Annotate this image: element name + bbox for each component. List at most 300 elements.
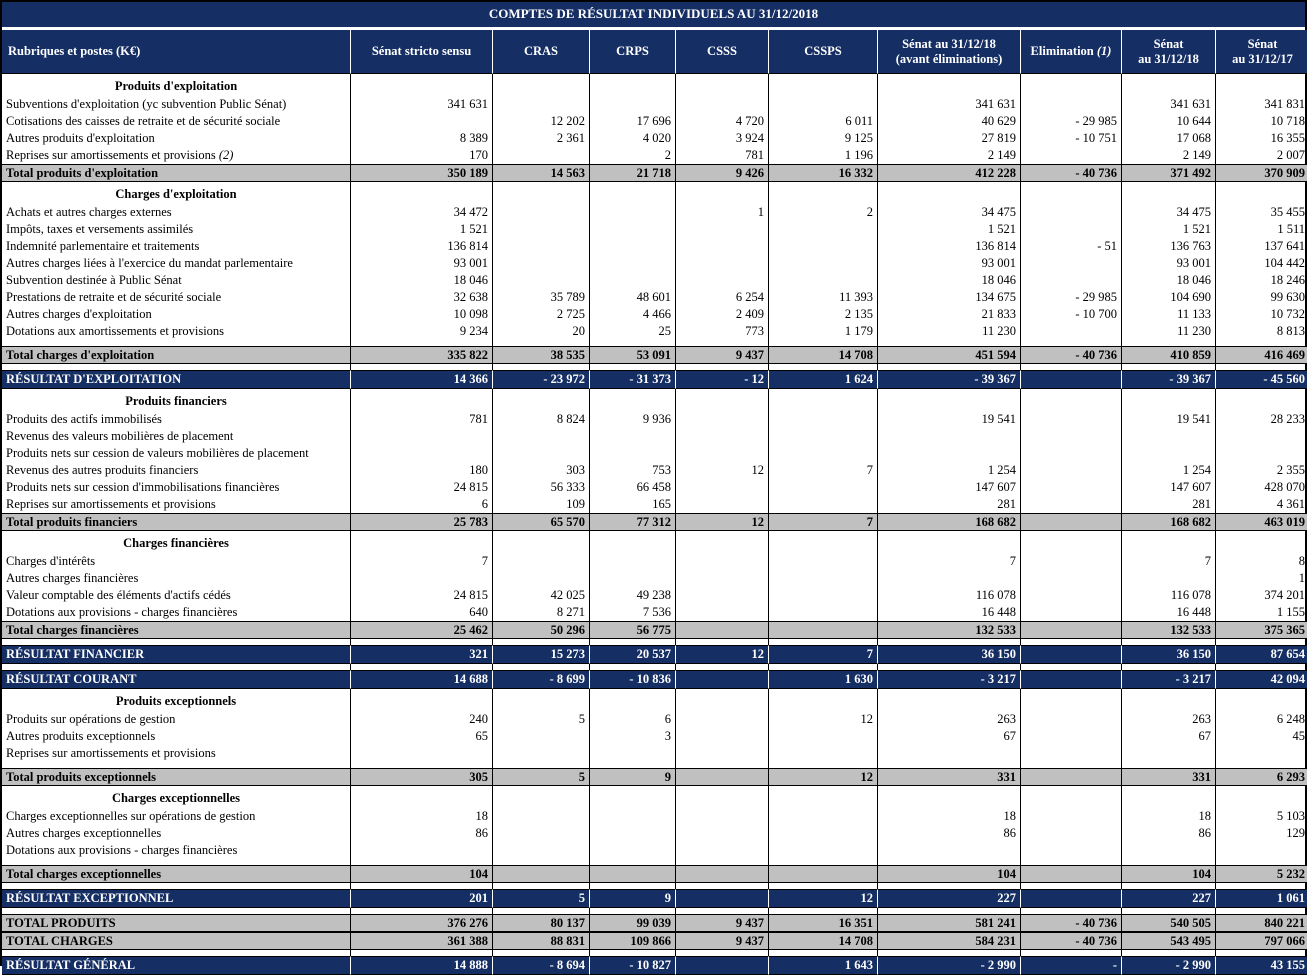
cell-value: 9 (589, 768, 675, 786)
row-label: RÉSULTAT FINANCIER (2, 645, 350, 664)
cell-value: 540 505 (1121, 914, 1215, 932)
cell-value: 180 (350, 462, 492, 479)
row-label: Dotations aux provisions - charges financières (6, 605, 238, 619)
data-row (2, 587, 1307, 604)
cell-value (492, 531, 589, 553)
cell-value: 16 332 (768, 164, 877, 182)
cell-value: 10 732 (1215, 306, 1307, 323)
cell-value: 67 (877, 728, 1020, 745)
cell-value (1215, 182, 1307, 204)
cell-value: 20 537 (589, 645, 675, 664)
cell-value (675, 272, 768, 289)
data-row (2, 428, 1307, 445)
column-header: CSSS (675, 30, 768, 74)
cell-value: 21 718 (589, 164, 675, 182)
cell-value: 8 813 (1215, 323, 1307, 340)
cell-value (675, 842, 768, 859)
cell-value (1020, 889, 1121, 908)
data-row (2, 204, 1307, 221)
column-header: CSSPS (768, 30, 877, 74)
cell-value: 137 641 (1215, 238, 1307, 255)
cell-value: 7 (768, 513, 877, 531)
cell-value (589, 255, 675, 272)
cell-value: 410 859 (1121, 346, 1215, 364)
cell-value: 5 232 (1215, 865, 1307, 883)
row-label: Produits sur opérations de gestion (6, 712, 176, 726)
cell-value (768, 428, 877, 445)
cell-value: 20 (492, 323, 589, 340)
cell-value: 6 011 (768, 113, 877, 130)
cell-value: 370 909 (1215, 164, 1307, 182)
cell-value (877, 389, 1020, 411)
cell-value: 321 (350, 645, 492, 664)
cell-value: 88 831 (492, 932, 589, 950)
row-label: Indemnité parlementaire et traitements (6, 239, 200, 253)
cell-value: 11 133 (1121, 306, 1215, 323)
cell-value: 14 366 (350, 370, 492, 389)
cell-value (1121, 531, 1215, 553)
cell-value: 10 098 (350, 306, 492, 323)
row-label: Autres charges liées à l'exercice du mandat parlementaire (6, 256, 293, 270)
cell-value (675, 74, 768, 96)
row-label: Autres charges exceptionnelles (6, 826, 162, 840)
cell-value (1020, 621, 1121, 639)
cell-value (768, 255, 877, 272)
cell-value (492, 74, 589, 96)
cell-value (1215, 74, 1307, 96)
cell-value: 136 814 (877, 238, 1020, 255)
column-header: Sénat au 31/12/18 (avant éliminations) (877, 30, 1020, 74)
cell-value: 1 521 (877, 221, 1020, 238)
cell-value: 1 254 (1121, 462, 1215, 479)
cell-value: 34 475 (1121, 204, 1215, 221)
row-label: Total produits financiers (2, 513, 350, 531)
cell-value (675, 221, 768, 238)
cell-value (492, 204, 589, 221)
cell-value (877, 689, 1020, 711)
cell-value (1020, 96, 1121, 113)
cell-value (877, 570, 1020, 587)
cell-value (492, 808, 589, 825)
cell-value (1215, 786, 1307, 808)
cell-value (589, 689, 675, 711)
cell-value (768, 479, 877, 496)
cell-value (768, 587, 877, 604)
cell-value (1020, 389, 1121, 411)
row-label: Dotations aux provisions - charges financières (6, 843, 238, 857)
row-label: Dotations aux amortissements et provisions (6, 324, 225, 338)
cell-value (1020, 570, 1121, 587)
cell-value: 428 070 (1215, 479, 1307, 496)
cell-value (1215, 842, 1307, 859)
cell-value (675, 255, 768, 272)
cell-value (768, 728, 877, 745)
cell-value (1215, 531, 1307, 553)
row-label: Charges d'exploitation (115, 187, 237, 201)
cell-value: 305 (350, 768, 492, 786)
data-row (2, 306, 1307, 323)
cell-value: 4 720 (675, 113, 768, 130)
cell-value (768, 496, 877, 513)
cell-value: 21 833 (877, 306, 1020, 323)
cell-value (768, 411, 877, 428)
cell-value: 77 312 (589, 513, 675, 531)
total-row (2, 513, 1307, 531)
cell-value: 86 (1121, 825, 1215, 842)
cell-value: - 45 560 (1215, 370, 1307, 389)
cell-value: 1 179 (768, 323, 877, 340)
cell-value: 14 563 (492, 164, 589, 182)
cell-value: 12 (675, 645, 768, 664)
cell-value (1020, 604, 1121, 621)
data-row (2, 570, 1307, 587)
cell-value: 341 631 (350, 96, 492, 113)
cell-value: - 39 367 (877, 370, 1020, 389)
cell-value: 147 607 (877, 479, 1020, 496)
cell-value (1121, 842, 1215, 859)
row-label: Autres produits exceptionnels (6, 729, 156, 743)
cell-value: 781 (675, 147, 768, 164)
cell-value: 116 078 (1121, 587, 1215, 604)
cell-value: 109 866 (589, 932, 675, 950)
data-row (2, 411, 1307, 428)
cell-value: 36 150 (877, 645, 1020, 664)
cell-value: 16 355 (1215, 130, 1307, 147)
cell-value: 32 638 (350, 289, 492, 306)
data-row (2, 553, 1307, 570)
cell-value: - 8 694 (492, 956, 589, 975)
cell-value: 331 (1121, 768, 1215, 786)
cell-value (675, 670, 768, 689)
row-label: RÉSULTAT D'EXPLOITATION (2, 370, 350, 389)
cell-value: 797 066 (1215, 932, 1307, 950)
cell-value (1020, 370, 1121, 389)
cell-value: 56 775 (589, 621, 675, 639)
cell-value: 781 (350, 411, 492, 428)
row-label: RÉSULTAT EXCEPTIONNEL (2, 889, 350, 908)
cell-value: 104 (1121, 865, 1215, 883)
cell-value (1020, 445, 1121, 462)
data-row (2, 479, 1307, 496)
cell-value (1020, 255, 1121, 272)
cell-value: 2 007 (1215, 147, 1307, 164)
cell-value (675, 786, 768, 808)
cell-value: 104 690 (1121, 289, 1215, 306)
cell-value: 1 254 (877, 462, 1020, 479)
column-header: Rubriques et postes (K€) (2, 30, 350, 74)
cell-value: 67 (1121, 728, 1215, 745)
cell-value (675, 865, 768, 883)
cell-value: 65 (350, 728, 492, 745)
cell-value (1121, 786, 1215, 808)
cell-value: 2 409 (675, 306, 768, 323)
data-row (2, 272, 1307, 289)
cell-value (1215, 445, 1307, 462)
cell-value (350, 445, 492, 462)
cell-value: 48 601 (589, 289, 675, 306)
row-label: Produits exceptionnels (115, 694, 237, 708)
row-label: Subventions d'exploitation (yc subvention Public Sénat) (6, 97, 287, 111)
cell-value (675, 889, 768, 908)
cell-value: - 40 736 (1020, 346, 1121, 364)
cell-value (675, 604, 768, 621)
cell-value: 99 039 (589, 914, 675, 932)
cell-value: 2 149 (1121, 147, 1215, 164)
cell-value: - 10 700 (1020, 306, 1121, 323)
cell-value: - 10 827 (589, 956, 675, 975)
cell-value (1020, 221, 1121, 238)
cell-value: 2 135 (768, 306, 877, 323)
cell-value: 12 (675, 513, 768, 531)
cell-value (492, 272, 589, 289)
cell-value: 9 426 (675, 164, 768, 182)
cell-value (1020, 825, 1121, 842)
cell-value (589, 745, 675, 762)
total-row (2, 768, 1307, 786)
column-header: CRPS (589, 30, 675, 74)
row-label: RÉSULTAT GÉNÉRAL (2, 956, 350, 975)
cell-value (675, 182, 768, 204)
cell-value: 14 708 (768, 932, 877, 950)
cell-value: 12 (675, 462, 768, 479)
cell-value (1215, 389, 1307, 411)
row-label: Subvention destinée à Public Sénat (6, 273, 182, 287)
cell-value: 17 696 (589, 113, 675, 130)
cell-value: - 40 736 (1020, 914, 1121, 932)
cell-value (1020, 182, 1121, 204)
cell-value: 374 201 (1215, 587, 1307, 604)
cell-value: - 40 736 (1020, 164, 1121, 182)
cell-value: 36 150 (1121, 645, 1215, 664)
cell-value (1121, 428, 1215, 445)
cell-value: 5 (492, 889, 589, 908)
cell-value: 170 (350, 147, 492, 164)
cell-value: 7 (877, 553, 1020, 570)
cell-value: 6 (350, 496, 492, 513)
cell-value: 9 936 (589, 411, 675, 428)
cell-value (877, 531, 1020, 553)
cell-value: 7 (768, 462, 877, 479)
cell-value (589, 221, 675, 238)
cell-value: 16 448 (877, 604, 1020, 621)
cell-value (492, 147, 589, 164)
cell-value: 376 276 (350, 914, 492, 932)
cell-value: 25 (589, 323, 675, 340)
cell-value: 463 019 (1215, 513, 1307, 531)
row-label: Total charges exceptionnelles (2, 865, 350, 883)
cell-value (589, 428, 675, 445)
cell-value: 5 (492, 768, 589, 786)
cell-value (675, 711, 768, 728)
row-label: Reprises sur amortissements et provisions (6, 746, 216, 760)
data-row (2, 130, 1307, 147)
cell-value: 584 231 (877, 932, 1020, 950)
cell-value: 8 824 (492, 411, 589, 428)
cell-value: 18 246 (1215, 272, 1307, 289)
results-table (2, 30, 1307, 975)
cell-value (1020, 842, 1121, 859)
cell-value (877, 445, 1020, 462)
cell-value: 25 462 (350, 621, 492, 639)
row-label: Total charges financières (2, 621, 350, 639)
cell-value: 1 511 (1215, 221, 1307, 238)
cell-value (350, 113, 492, 130)
cell-value: 134 675 (877, 289, 1020, 306)
cell-value: 11 393 (768, 289, 877, 306)
cell-value: - (1020, 956, 1121, 975)
cell-value: 12 (768, 768, 877, 786)
cell-value (589, 842, 675, 859)
cell-value (350, 745, 492, 762)
cell-value (492, 728, 589, 745)
cell-value (492, 389, 589, 411)
row-label: Prestations de retraite et de sécurité sociale (6, 290, 222, 304)
data-row (2, 604, 1307, 621)
section-row (2, 74, 1307, 96)
cell-value: 2 361 (492, 130, 589, 147)
cell-value (675, 745, 768, 762)
cell-value: 35 789 (492, 289, 589, 306)
cell-value: 53 091 (589, 346, 675, 364)
cell-value: 6 293 (1215, 768, 1307, 786)
cell-value (768, 272, 877, 289)
cell-value: 341 631 (877, 96, 1020, 113)
cell-value: 65 570 (492, 513, 589, 531)
data-row (2, 113, 1307, 130)
cell-value (1020, 428, 1121, 445)
cell-value (589, 182, 675, 204)
cell-value: 109 (492, 496, 589, 513)
cell-value: 14 888 (350, 956, 492, 975)
cell-value (1121, 689, 1215, 711)
cell-value (589, 74, 675, 96)
total-row (2, 621, 1307, 639)
cell-value: - 31 373 (589, 370, 675, 389)
cell-value: 34 475 (877, 204, 1020, 221)
cell-value (768, 842, 877, 859)
row-label: Autres produits d'exploitation (6, 131, 155, 145)
cell-value (877, 74, 1020, 96)
row-label: Produits des actifs immobilisés (6, 412, 162, 426)
cell-value: 129 (1215, 825, 1307, 842)
cell-value: 40 629 (877, 113, 1020, 130)
row-label: Total produits d'exploitation (2, 164, 350, 182)
cell-value (675, 496, 768, 513)
cell-value (589, 238, 675, 255)
data-row (2, 711, 1307, 728)
row-label: Impôts, taxes et versements assimilés (6, 222, 194, 236)
cell-value (1215, 745, 1307, 762)
cell-value (768, 808, 877, 825)
cell-value: 49 238 (589, 587, 675, 604)
cell-value (1121, 745, 1215, 762)
cell-value (1020, 786, 1121, 808)
cell-value (768, 689, 877, 711)
cell-value (350, 182, 492, 204)
row-label: Charges exceptionnelles sur opérations de gestion (6, 809, 256, 823)
cell-value (877, 786, 1020, 808)
cell-value (768, 389, 877, 411)
cell-value: 371 492 (1121, 164, 1215, 182)
cell-value: 87 654 (1215, 645, 1307, 664)
cell-value (1215, 689, 1307, 711)
cell-value (768, 621, 877, 639)
cell-value (492, 570, 589, 587)
cell-value: 18 (350, 808, 492, 825)
cell-value: 451 594 (877, 346, 1020, 364)
result-row (2, 645, 1307, 664)
cell-value (1020, 768, 1121, 786)
cell-value (492, 825, 589, 842)
row-label: Produits financiers (125, 394, 227, 408)
cell-value (768, 238, 877, 255)
cell-value: 7 (768, 645, 877, 664)
cell-value: 168 682 (1121, 513, 1215, 531)
cell-value (492, 689, 589, 711)
data-row (2, 842, 1307, 859)
cell-value (675, 570, 768, 587)
row-label: TOTAL PRODUITS (2, 914, 350, 932)
cell-value: - 2 990 (1121, 956, 1215, 975)
cell-value: 4 466 (589, 306, 675, 323)
cell-value: 227 (877, 889, 1020, 908)
cell-value (675, 728, 768, 745)
cell-value (589, 570, 675, 587)
cell-value (768, 825, 877, 842)
cell-value: 93 001 (350, 255, 492, 272)
cell-value (768, 531, 877, 553)
cell-value: 1 643 (768, 956, 877, 975)
cell-value: - 10 751 (1020, 130, 1121, 147)
cell-value (768, 74, 877, 96)
section-row (2, 182, 1307, 204)
cell-value: 99 630 (1215, 289, 1307, 306)
cell-value: - 40 736 (1020, 932, 1121, 950)
cell-value (1121, 570, 1215, 587)
cell-value: 38 535 (492, 346, 589, 364)
data-row (2, 808, 1307, 825)
cell-value: 8 271 (492, 604, 589, 621)
cell-value: 543 495 (1121, 932, 1215, 950)
data-row (2, 323, 1307, 340)
column-header: Sénat stricto sensu (350, 30, 492, 74)
cell-value: 9 (589, 889, 675, 908)
cell-value (350, 689, 492, 711)
data-row (2, 289, 1307, 306)
cell-value (492, 553, 589, 570)
cell-value: 1 521 (1121, 221, 1215, 238)
cell-value: 6 254 (675, 289, 768, 306)
cell-value: 9 125 (768, 130, 877, 147)
cell-value: 2 149 (877, 147, 1020, 164)
cell-value (675, 587, 768, 604)
cell-value (350, 570, 492, 587)
cell-value (1121, 182, 1215, 204)
cell-value (675, 411, 768, 428)
cell-value (877, 428, 1020, 445)
cell-value: 753 (589, 462, 675, 479)
cell-value: 18 046 (1121, 272, 1215, 289)
cell-value (768, 445, 877, 462)
row-label: Reprises sur amortissements et provisions (2) (6, 148, 234, 162)
row-label: RÉSULTAT COURANT (2, 670, 350, 689)
section-row (2, 786, 1307, 808)
cell-value (350, 389, 492, 411)
cell-value: 16 351 (768, 914, 877, 932)
cell-value: 2 355 (1215, 462, 1307, 479)
table-title: COMPTES DE RÉSULTAT INDIVIDUELS AU 31/12/2018 (2, 2, 1305, 30)
cell-value (589, 389, 675, 411)
